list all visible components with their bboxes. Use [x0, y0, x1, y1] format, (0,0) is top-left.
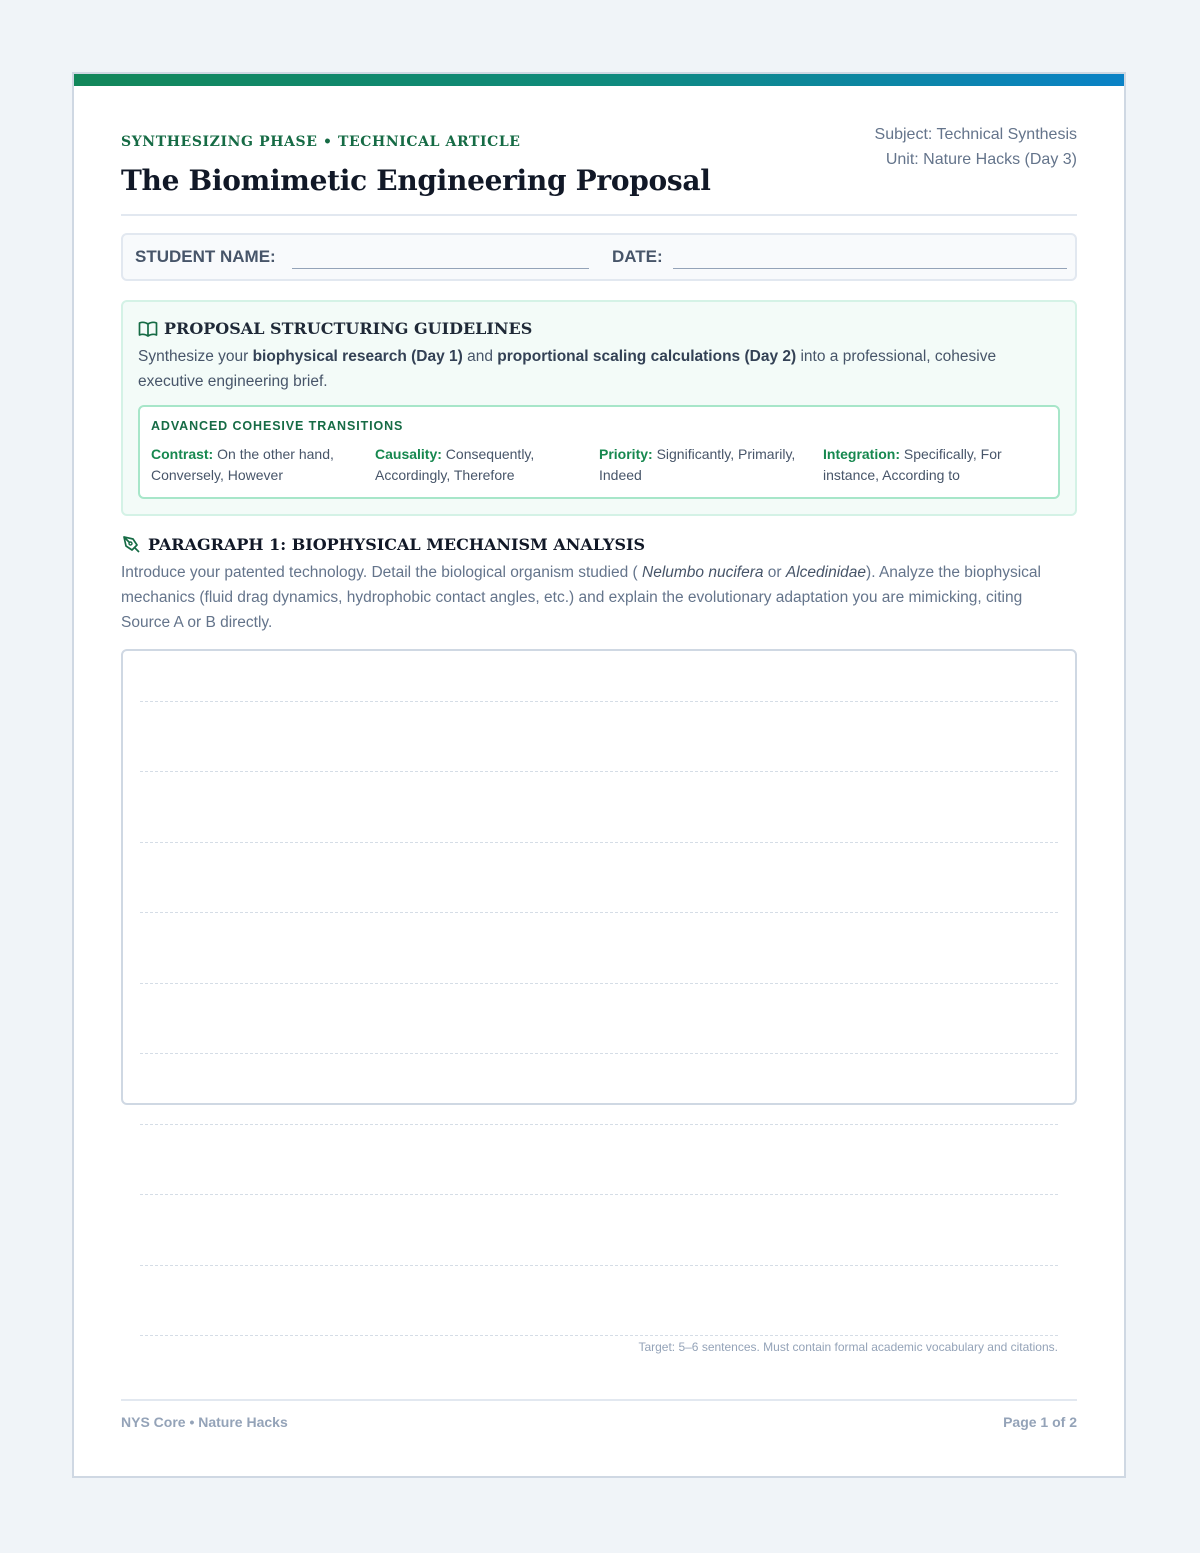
- writing-line: [140, 983, 1058, 984]
- paragraph-1-writing-area[interactable]: [121, 649, 1077, 1105]
- header-divider: [121, 214, 1077, 216]
- guidelines-heading: [138, 319, 532, 338]
- date-field[interactable]: [673, 268, 1067, 269]
- transition-key: Contrast:: [151, 446, 214, 462]
- course-meta: [875, 122, 1077, 172]
- instruction-text: or: [763, 564, 786, 581]
- transition-key: Integration:: [823, 446, 900, 462]
- target-note: Target: 5–6 sentences. Must contain formal academic vocabulary and citations.: [638, 1340, 1058, 1354]
- transition-words: Significantly, Primarily, Indeed: [599, 446, 796, 483]
- intro-bold-day1: biophysical research (Day 1): [252, 348, 463, 365]
- writing-line: [140, 1265, 1058, 1266]
- guidelines-panel: [121, 300, 1077, 516]
- transition-causality: [375, 444, 599, 486]
- transition-words: On the other hand, Conversely, However: [151, 446, 334, 483]
- transitions-list: [151, 444, 1047, 486]
- top-accent-bar: [74, 74, 1124, 86]
- species-name: Alcedinidae: [785, 564, 867, 581]
- transition-integration: [823, 444, 1047, 486]
- transition-priority: [599, 444, 823, 486]
- paragraph-1-heading: [121, 534, 645, 554]
- transitions-box: [138, 405, 1060, 499]
- writing-line: [140, 842, 1058, 843]
- intro-text: and: [462, 348, 498, 365]
- phase-kicker: SYNTHESIZING PHASE • TECHNICAL ARTICLE: [121, 134, 521, 150]
- paragraph-1-title: PARAGRAPH 1: BIOPHYSICAL MECHANISM ANALYSIS: [148, 534, 646, 554]
- paragraph-1-instructions: [121, 560, 1057, 635]
- subject-label: Subject: Technical Synthesis: [874, 126, 1077, 143]
- transition-contrast: [151, 444, 375, 486]
- instruction-text: Introduce your patented technology. Detail the biological organism studied (: [121, 564, 642, 581]
- footer-course: NYS Core • Nature Hacks: [121, 1414, 288, 1430]
- writing-line: [140, 771, 1058, 772]
- student-name-label: STUDENT NAME:: [135, 247, 276, 266]
- writing-line: [140, 1124, 1058, 1125]
- student-name-field[interactable]: [292, 268, 589, 269]
- guidelines-intro: [138, 344, 1035, 394]
- unit-label: Unit: Nature Hacks (Day 3): [885, 151, 1077, 168]
- worksheet-page: [72, 72, 1126, 1478]
- intro-bold-day2: proportional scaling calculations (Day 2): [497, 348, 797, 365]
- footer-page-number: Page 1 of 2: [1003, 1414, 1077, 1430]
- student-info-box: [121, 233, 1077, 281]
- open-book-icon: [138, 320, 158, 338]
- footer-divider: [121, 1399, 1077, 1401]
- transition-words: Consequently, Accordingly, Therefore: [375, 446, 535, 483]
- page-title: The Biomimetic Engineering Proposal: [121, 164, 711, 197]
- writing-line: [140, 1194, 1058, 1195]
- instruction-text: ). Analyze the biophysical mechanics (fluid drag dynamics, hydrophobic contact angles, etc.) and explain the evolutionary adaptation you are mimicking, citing Source A or B directly.: [121, 564, 1041, 631]
- writing-line: [140, 1053, 1058, 1054]
- transition-key: Priority:: [599, 446, 653, 462]
- writing-line: [140, 701, 1058, 702]
- intro-text: into a professional, cohesive executive engineering brief.: [138, 348, 997, 390]
- pen-nib-icon: [121, 534, 141, 554]
- transition-words: Specifically, For instance, According to: [823, 446, 1002, 483]
- transition-key: Causality:: [375, 446, 442, 462]
- species-name: Nelumbo nucifera: [642, 564, 764, 581]
- guidelines-title: PROPOSAL STRUCTURING GUIDELINES: [164, 319, 533, 338]
- intro-text: Synthesize your: [138, 348, 253, 365]
- writing-line: [140, 1335, 1058, 1336]
- transitions-heading: ADVANCED COHESIVE TRANSITIONS: [151, 419, 404, 433]
- writing-line: [140, 912, 1058, 913]
- date-label: DATE:: [612, 247, 663, 266]
